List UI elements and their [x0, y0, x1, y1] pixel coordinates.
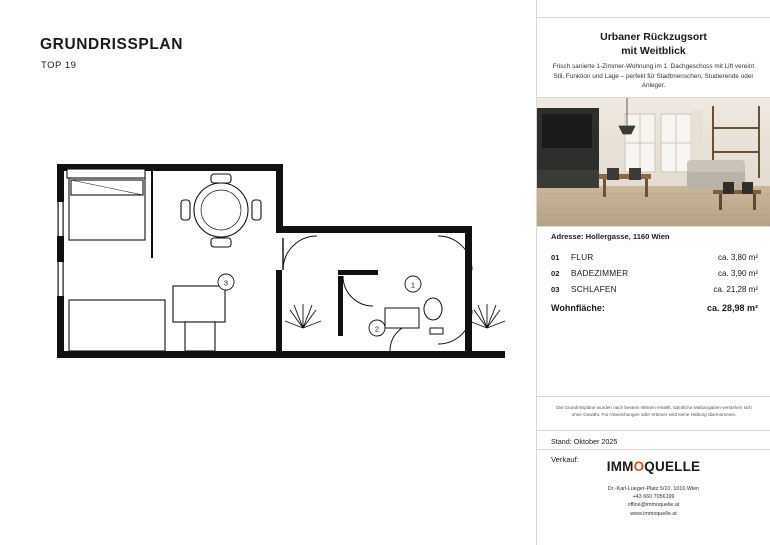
plan-date — [551, 437, 617, 446]
total-area — [551, 303, 758, 313]
address-label: Adresse: — [551, 232, 584, 241]
page-title: GRUNDRISSPLAN — [40, 36, 184, 53]
contact-block — [537, 485, 770, 518]
separator-disclaimer-top — [537, 396, 770, 397]
page-subtitle: TOP 19 — [41, 60, 77, 71]
separator-verkauf-top — [537, 449, 770, 450]
address-value: Hollergasse, 1160 Wien — [585, 232, 670, 241]
company-logo — [537, 458, 770, 476]
room-row — [551, 284, 758, 300]
room-name: SCHLAFEN — [571, 284, 617, 294]
room-list — [551, 252, 758, 300]
plan-date-label: Stand: — [551, 437, 572, 446]
total-area-value: ca. 28,98 m² — [706, 303, 758, 313]
room-name: FLUR — [571, 252, 594, 262]
room-area: ca. 3,90 m² — [717, 269, 758, 278]
address — [551, 232, 670, 241]
headline-line-1: Urbaner Rückzugsort — [600, 31, 707, 43]
interior-photo — [537, 98, 770, 226]
room-number: 01 — [551, 253, 560, 262]
room-area: ca. 3,80 m² — [717, 253, 758, 262]
disclaimer-text: Die Grundrisspläne wurden nach bestem Wissen erstellt, sämtliche Maßangaben verstehen sich ohne Gewähr. Für Abweichungen oder Irrtümer wird keine Haftung übernommen. — [556, 405, 752, 417]
listing-headline — [537, 30, 770, 58]
info-panel — [537, 0, 770, 545]
room-marker-2: 2 — [374, 324, 380, 334]
room-number: 03 — [551, 285, 560, 294]
contact-website[interactable]: www.immoquelle.at — [630, 510, 677, 517]
separator-photo-bottom — [537, 226, 770, 227]
total-area-label: Wohnfläche: — [551, 303, 605, 313]
headline-line-2: mit Weitblick — [621, 45, 686, 57]
logo-part-3: QUELLE — [644, 459, 701, 474]
logo-accent-o: O — [633, 459, 645, 474]
floorplan-drawing — [45, 150, 505, 400]
room-row — [551, 252, 758, 268]
listing-description: Frisch sanierte 1-Zimmer-Wohnung im 1. Dachgeschoss mit Lift vereint Stil, Funktion und Lage – perfekt für Stadtmenschen, Studierende oder Anleger. — [552, 63, 755, 90]
contact-address: Dr.-Karl-Lueger-Platz 5/10, 1010 Wien — [607, 486, 700, 492]
seller-label: Verkauf: — [551, 455, 579, 464]
room-marker-1: 1 — [410, 280, 416, 290]
separator-stand-top — [537, 430, 770, 431]
contact-email[interactable]: office@immoquelle.at — [627, 502, 680, 509]
logo-part-1: IMM — [606, 459, 634, 474]
room-area: ca. 21,28 m² — [713, 285, 758, 294]
plan-date-value: Oktober 2025 — [573, 437, 618, 446]
room-number: 02 — [551, 269, 560, 278]
separator-top — [537, 17, 770, 18]
room-row — [551, 268, 758, 284]
contact-phone[interactable]: +43 660 7056199 — [632, 494, 675, 501]
room-name: BADEZIMMER — [571, 268, 629, 278]
room-marker-3: 3 — [223, 278, 229, 288]
